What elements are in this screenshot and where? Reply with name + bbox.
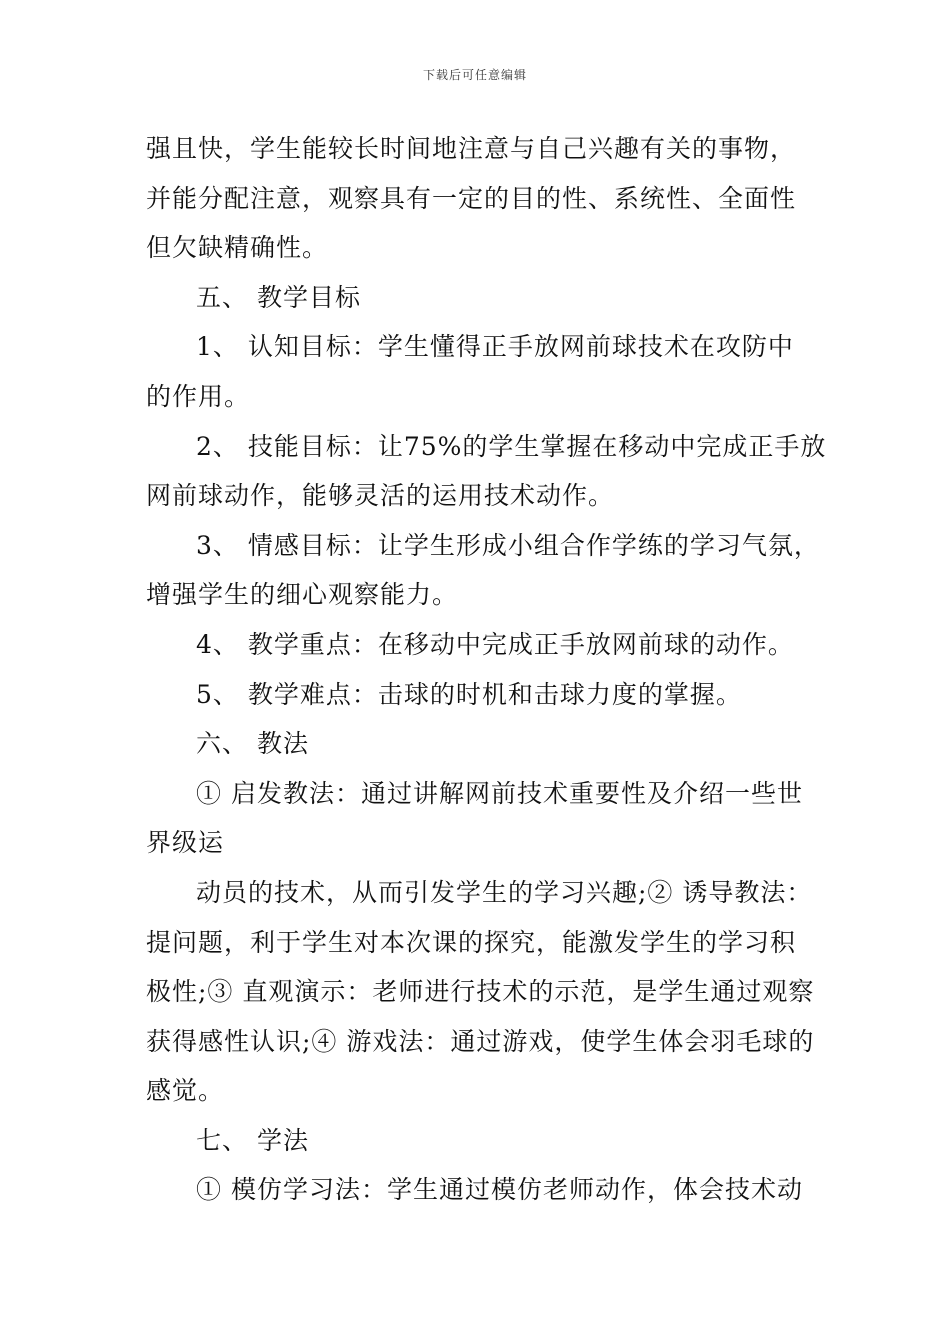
text-line: 界级运	[146, 828, 225, 858]
text-line: 并能分配注意，观察具有一定的目的性、系统性、全面性	[146, 183, 797, 213]
text-line: ① 启发教法：通过讲解网前技术重要性及介绍一些世	[196, 778, 803, 808]
text-line: 七、 学法	[196, 1125, 309, 1155]
text-line: 但欠缺精确性。	[146, 233, 329, 263]
text-line: 网前球动作，能够灵活的运用技术动作。	[146, 481, 615, 511]
text-line: 五、 教学目标	[196, 282, 361, 312]
text-line: 提问题，利于学生对本次课的探究，能激发学生的学习积	[146, 927, 797, 957]
text-line: ① 模仿学习法：学生通过模仿老师动作，体会技术动	[196, 1175, 803, 1205]
text-line: 的作用。	[146, 381, 251, 411]
document-body	[146, 124, 827, 1215]
text-line: 强且快，学生能较长时间地注意与自己兴趣有关的事物，	[146, 134, 797, 163]
text-line: 感觉。	[146, 1076, 225, 1106]
text-line: 动员的技术，从而引发学生的学习兴趣;② 诱导教法：	[196, 877, 813, 907]
text-line: 3、 情感目标：让学生形成小组合作学练的学习气氛，	[196, 530, 820, 560]
text-line: 增强学生的细心观察能力。	[146, 580, 459, 610]
text-line: 1、 认知目标：学生懂得正手放网前球技术在攻防中	[196, 332, 794, 362]
text-line: 六、 教法	[196, 729, 309, 759]
text-line: 2、 技能目标：让75%的学生掌握在移动中完成正手放	[196, 431, 827, 461]
text-line: 4、 教学重点：在移动中完成正手放网前球的动作。	[196, 629, 794, 659]
text-line: 获得感性认识;④ 游戏法：通过游戏，使学生体会羽毛球的	[146, 1026, 815, 1056]
page-header: 下载后可任意编辑	[422, 68, 527, 82]
text-line: 极性;③ 直观演示：老师进行技术的示范，是学生通过观察	[146, 977, 815, 1007]
text-line: 5、 教学难点：击球的时机和击球力度的掌握。	[196, 679, 742, 709]
